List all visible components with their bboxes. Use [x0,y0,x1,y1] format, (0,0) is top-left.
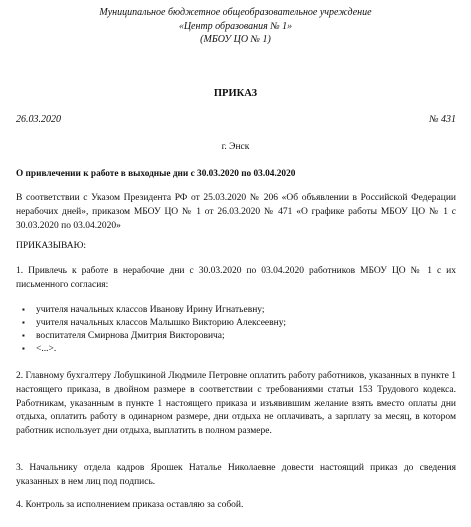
worker-text: <...>. [36,344,57,354]
list-item [22,343,452,356]
worker-text: учителя начальных классов Малышко Викторию Алексеевну; [36,318,286,328]
order-number: № 431 [429,114,456,125]
item-2-paragraph: 2. Главному бухгалтеру Лобушкиной Людмиле Петровне оплатить работу работников, указанных в пункте 1 настоящего приказа, в двойном размере в соответствии с требованиями статьи 153 Трудового кодекса. Работникам, указанным в пункте 1 настоящего приказа и изъявившим желание взять вместо оплаты дни отдыха, оплатить работу в одинарном размере, дни отдыха не оплачивать, а зарплату за месяц, в котором работник использует дни отдыха, выплатить в полном размере. [16,371,456,437]
workers-list [22,304,452,356]
item-4-paragraph: 4. Контроль за исполнением приказа оставляю за собой. [16,500,244,510]
city: г. Энск [221,142,250,152]
organization-name-line: Муниципальное бюджетное общеобразовательное учреждение [99,7,372,18]
item-1-paragraph: 1. Привлечь к работе в нерабочие дни с 30.03.2020 по 03.04.2020 работников МБОУ ЦО № 1 с их письменного согласия: [16,266,456,290]
organization-header [0,6,471,47]
worker-text: воспитателя Смирнова Дмитрия Викторовича; [36,331,225,341]
list-item [22,304,452,317]
bullet-icon: ▪ [22,318,25,327]
order-word: ПРИКАЗЫВАЮ: [16,241,87,251]
preamble-paragraph: В соответствии с Указом Президента РФ от 25.03.2020 № 206 «Об объявлении в Российской Федерации нерабочих дней», приказом МБОУ ЦО № 1 от 26.03.2020 № 471 «О графике работы МБОУ ЦО № 1 с 30.03.2020 по 03.04.2020» [16,193,456,231]
list-item [22,330,452,343]
organization-short-name-line: «Центр образования № 1» [178,20,293,32]
list-item [22,317,452,330]
bullet-icon: ▪ [22,331,25,340]
organization-abbreviation-line: (МБОУ ЦО № 1) [200,34,271,45]
document-title: ПРИКАЗ [213,88,258,99]
order-date: 26.03.2020 [16,114,61,125]
item-3-paragraph: 3. Начальнику отдела кадров Ярошек Наталье Николаевне довести настоящий приказ до сведения указанных в нем лиц под подпись. [16,463,456,487]
bullet-icon: ▪ [22,305,25,314]
order-subject: О привлечении к работе в выходные дни с 30.03.2020 по 03.04.2020 [16,169,296,179]
worker-text: учителя начальных классов Иванову Ирину Игнатьевну; [36,305,265,315]
bullet-icon: ▪ [22,344,25,353]
